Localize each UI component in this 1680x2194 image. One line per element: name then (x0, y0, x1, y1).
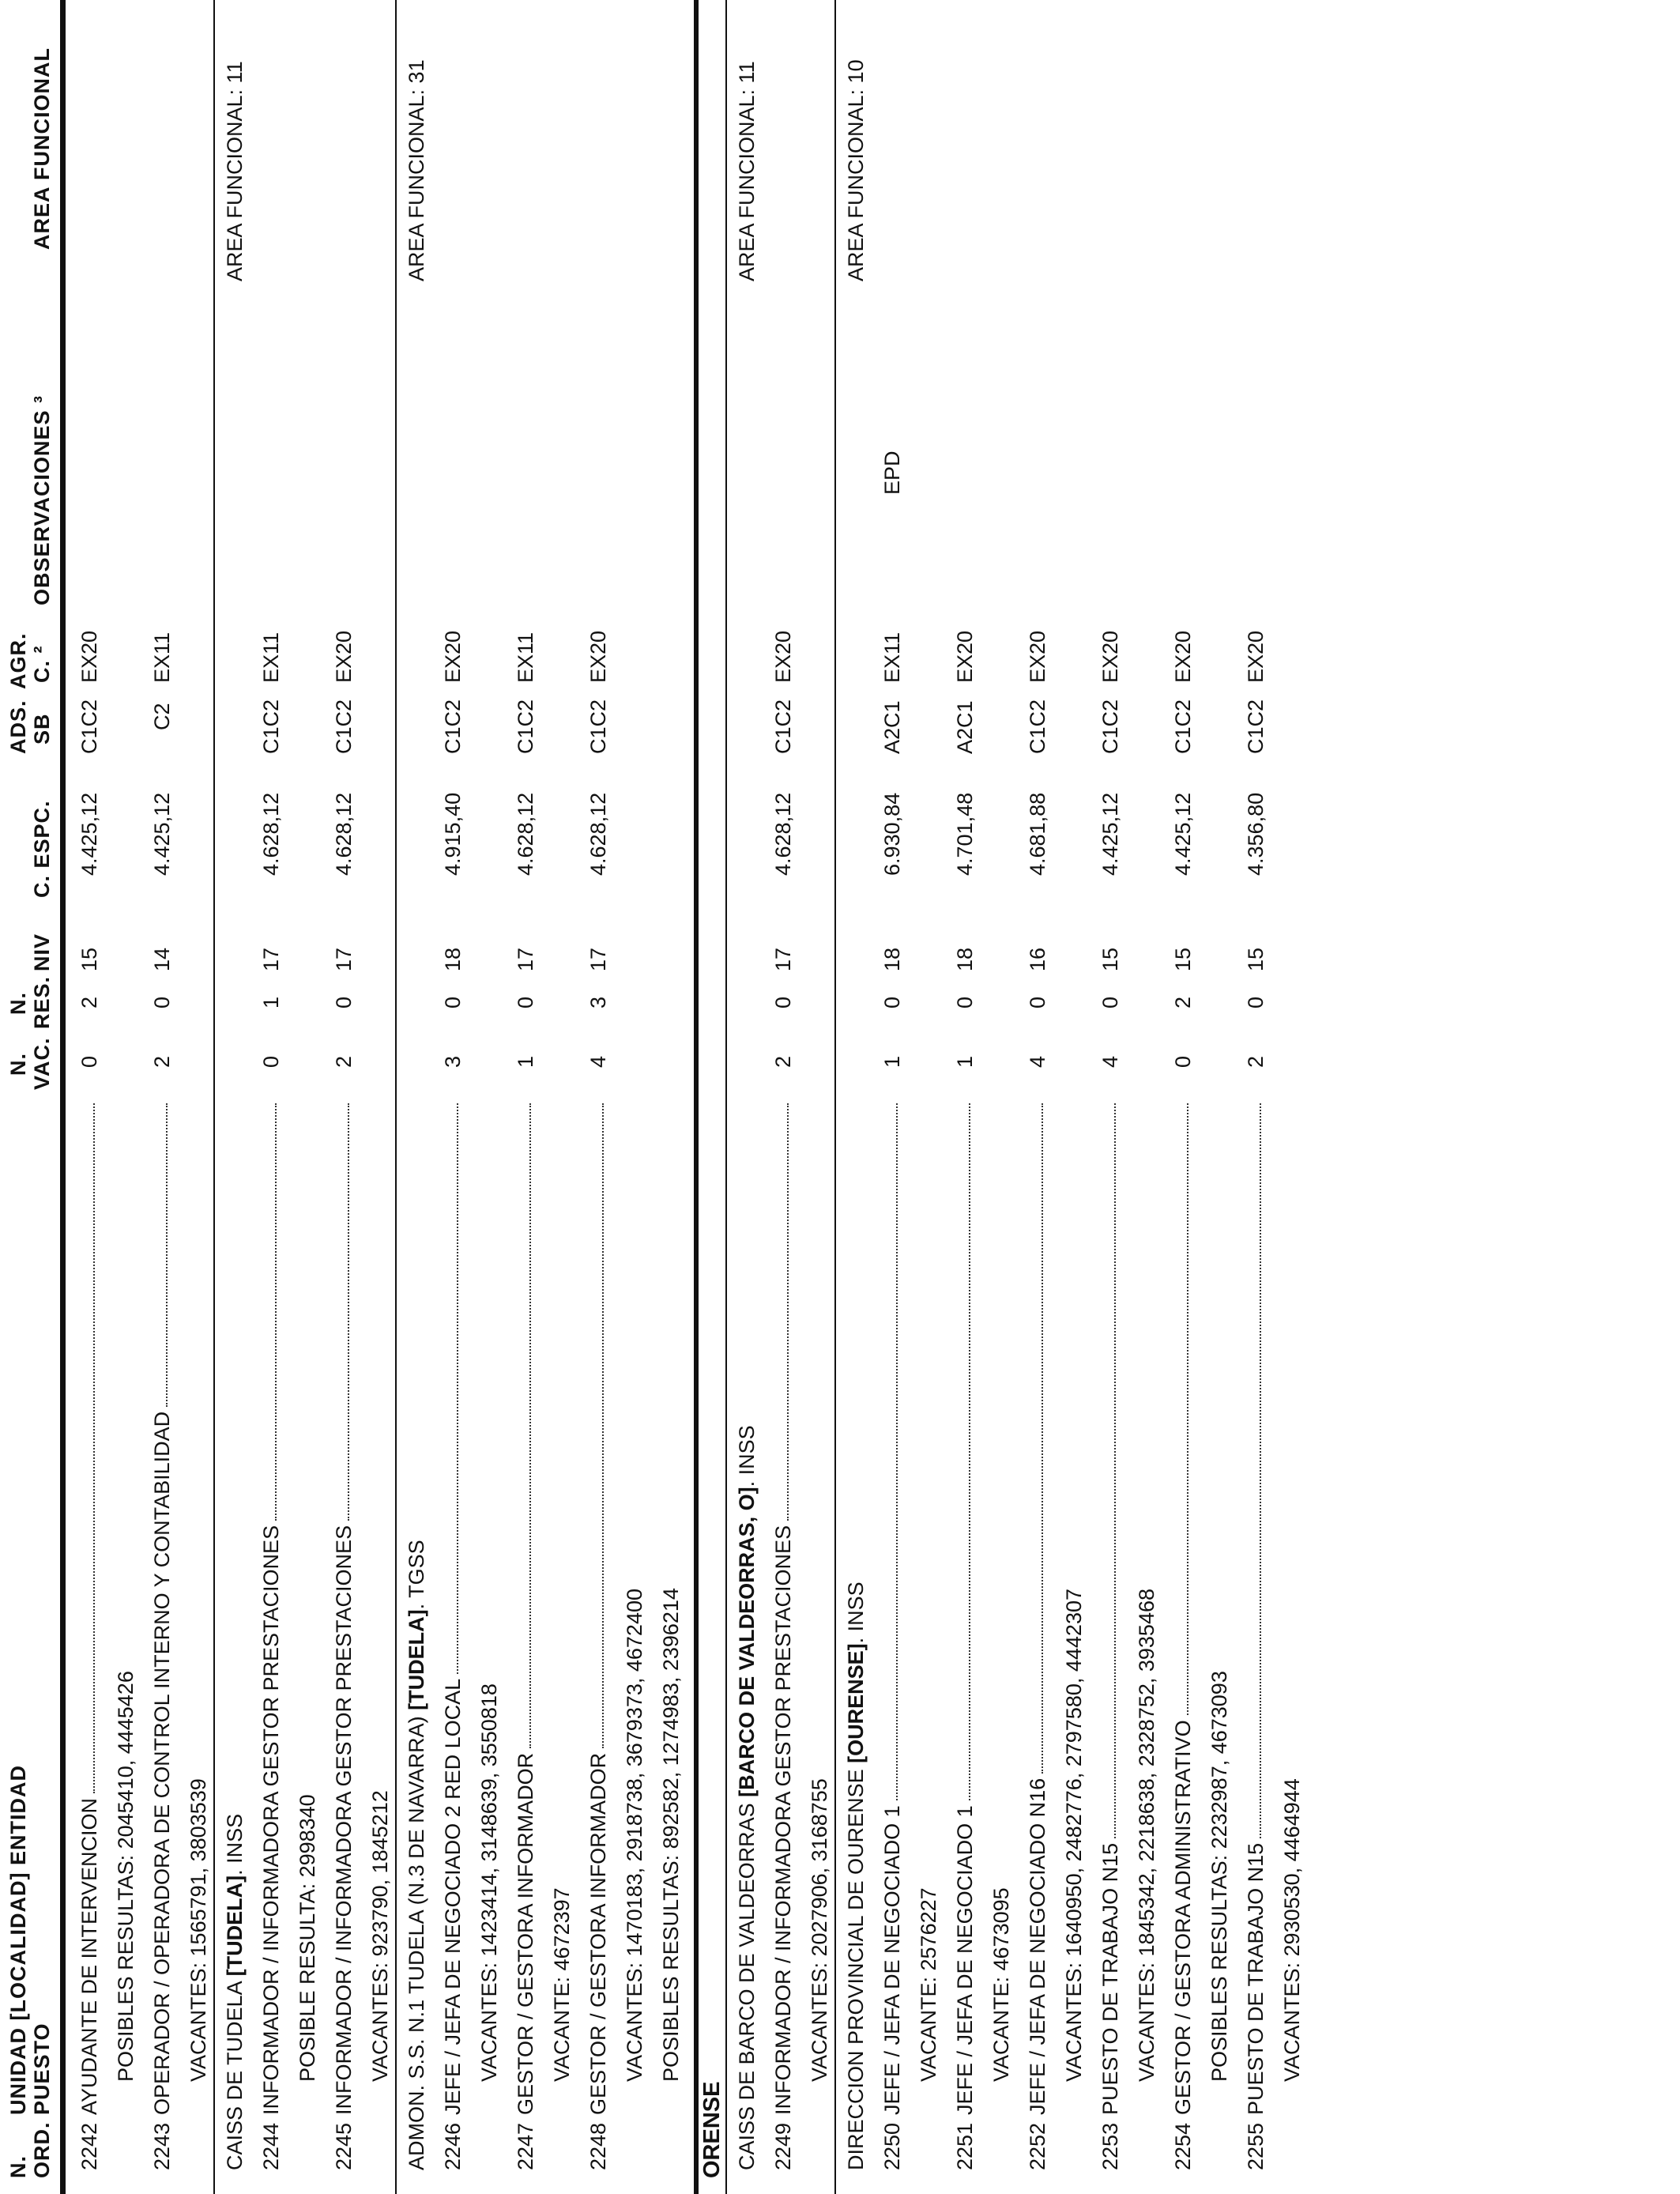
row-niv: 17 (332, 947, 356, 971)
row-n-res: 3 (586, 996, 610, 1008)
row-agr-c: EX20 (1098, 630, 1122, 683)
row-n-vac: 2 (332, 1055, 356, 1068)
leader-dots (1260, 1103, 1261, 1838)
unit-heading (735, 1425, 759, 2170)
leader-dots (1187, 1103, 1188, 1715)
row-n-vac: 3 (441, 1055, 465, 1068)
row-n-vac: 4 (1098, 1055, 1122, 1068)
row-n-ord: 2244 (259, 2122, 283, 2170)
leader-dots (457, 1103, 458, 1674)
unit-entity: . TGSS (405, 1540, 428, 1610)
unit-name: CAISS DE TUDELA (223, 1976, 247, 2170)
unit-locality: [TUDELA] (223, 1875, 247, 1977)
row-puesto: GESTOR / GESTORA ADMINISTRATIVO (1171, 1720, 1195, 2115)
row-ads-sb: C1C2 (1171, 699, 1195, 754)
row-n-res: 0 (332, 996, 356, 1008)
row-note: POSIBLES RESULTAS: 892582, 1274983, 2396214 (659, 1588, 683, 2082)
row-ads-sb: C1C2 (1098, 699, 1122, 754)
row-ads-sb: A2C1 (953, 700, 977, 754)
row-n-ord: 2248 (586, 2122, 610, 2170)
unit-separator (725, 0, 727, 2194)
row-n-vac: 0 (1171, 1055, 1195, 1068)
row-ads-sb: C1C2 (1244, 699, 1268, 754)
row-puesto: INFORMADOR / INFORMADORA GESTOR PRESTACIONES (259, 1525, 283, 2115)
leader-dots (93, 1103, 95, 1793)
row-puesto: GESTOR / GESTORA INFORMADOR (514, 1752, 537, 2115)
unit-heading (223, 1814, 247, 2170)
row-n-ord: 2242 (77, 2122, 101, 2170)
header-unidad-line2: PUESTO (30, 2022, 54, 2115)
header-n-ord-line1: N. (6, 2155, 30, 2178)
row-ads-sb: C1C2 (771, 699, 795, 754)
row-agr-c: EX11 (259, 631, 283, 683)
row-agr-c: EX20 (77, 630, 101, 683)
row-n-ord: 2245 (332, 2122, 356, 2170)
leader-dots (787, 1103, 789, 1521)
row-n-vac: 2 (150, 1055, 174, 1068)
leader-dots (275, 1103, 277, 1521)
row-puesto: PUESTO DE TRABAJO N15 (1244, 1842, 1268, 2115)
row-n-res: 0 (150, 996, 174, 1008)
row-c-espc: 4.701,48 (953, 792, 977, 876)
row-c-espc: 4.628,12 (332, 792, 356, 876)
unit-name: ADMON. S.S. N.1 TUDELA (N.3 DE NAVARRA) (405, 1710, 428, 2170)
unit-separator (834, 0, 836, 2194)
unit-area-funcional: AREA FUNCIONAL: 11 (223, 61, 247, 281)
header-agr-line1: AGR. (6, 632, 30, 689)
row-n-res: 2 (1171, 996, 1195, 1008)
unit-separator (395, 0, 397, 2194)
row-ads-sb: C1C2 (586, 699, 610, 754)
header-n-vac-line1: N. (6, 1053, 30, 1076)
header-n-res-line1: N. (6, 992, 30, 1015)
row-n-ord: 2249 (771, 2122, 795, 2170)
row-puesto: GESTOR / GESTORA INFORMADOR (586, 1752, 610, 2115)
row-puesto: AYUDANTE DE INTERVENCION (77, 1797, 101, 2115)
row-c-espc: 4.425,12 (77, 792, 101, 876)
row-note: VACANTE: 4672397 (550, 1887, 574, 2082)
row-niv: 18 (880, 947, 904, 971)
leader-dots (1114, 1103, 1116, 1838)
row-puesto: PUESTO DE TRABAJO N15 (1098, 1842, 1122, 2115)
row-n-res: 0 (1244, 996, 1268, 1008)
row-niv: 14 (150, 947, 174, 971)
row-agr-c: EX20 (332, 630, 356, 683)
unit-name: DIRECCION PROVINCIAL DE OURENSE (844, 1762, 868, 2170)
row-n-ord: 2247 (514, 2122, 537, 2170)
row-agr-c: EX11 (514, 631, 537, 683)
row-n-ord: 2254 (1171, 2122, 1195, 2170)
row-niv: 15 (77, 947, 101, 971)
leader-dots (529, 1103, 531, 1748)
header-n-ord-line2: ORD. (30, 2121, 54, 2178)
row-n-vac: 0 (77, 1055, 101, 1068)
row-agr-c: EX11 (150, 631, 174, 683)
row-n-res: 0 (1026, 996, 1049, 1008)
region-heading: ORENSE (699, 2081, 725, 2178)
row-c-espc: 4.628,12 (514, 792, 537, 876)
row-niv: 17 (771, 947, 795, 971)
row-ads-sb: C1C2 (514, 699, 537, 754)
row-observaciones: EPD (880, 450, 904, 495)
row-agr-c: EX20 (586, 630, 610, 683)
unit-heading (405, 1540, 428, 2170)
row-c-espc: 4.425,12 (150, 792, 174, 876)
row-note: VACANTE: 2576227 (917, 1887, 940, 2082)
leader-dots (1042, 1103, 1043, 1774)
row-note: VACANTES: 1565791, 3803539 (186, 1778, 210, 2082)
row-n-ord: 2251 (953, 2122, 977, 2170)
row-puesto: OPERADOR / OPERADORA DE CONTROL INTERNO Y CONTABILIDAD (150, 1411, 174, 2115)
row-note: VACANTES: 2027906, 3168755 (808, 1778, 831, 2082)
row-c-espc: 4.356,80 (1244, 792, 1268, 876)
row-n-vac: 1 (880, 1055, 904, 1068)
leader-dots (348, 1103, 349, 1521)
header-n-res-line2: RES. (30, 975, 54, 1029)
row-c-espc: 4.425,12 (1171, 792, 1195, 876)
unit-locality: [TUDELA] (405, 1609, 428, 1710)
row-niv: 18 (953, 947, 977, 971)
unit-area-funcional: AREA FUNCIONAL: 11 (735, 61, 759, 281)
row-note: VACANTES: 1845342, 2218638, 2328752, 3935468 (1135, 1589, 1158, 2082)
unit-heading (844, 1581, 868, 2170)
row-c-espc: 6.930,84 (880, 792, 904, 876)
row-n-vac: 1 (514, 1055, 537, 1068)
leader-dots (969, 1103, 970, 1800)
row-n-res: 0 (953, 996, 977, 1008)
row-n-ord: 2252 (1026, 2122, 1049, 2170)
row-agr-c: EX20 (771, 630, 795, 683)
row-note: VACANTES: 1640950, 2482776, 2797580, 4442307 (1062, 1589, 1086, 2082)
row-puesto: INFORMADOR / INFORMADORA GESTOR PRESTACIONES (332, 1525, 356, 2115)
row-puesto: JEFE / JEFA DE NEGOCIADO 1 (880, 1805, 904, 2115)
unit-area-funcional: AREA FUNCIONAL: 31 (405, 59, 428, 281)
row-note: VACANTES: 2930530, 4464944 (1280, 1778, 1304, 2082)
row-n-res: 1 (259, 996, 283, 1008)
row-c-espc: 4.628,12 (586, 792, 610, 876)
row-note: VACANTES: 1470183, 2918738, 3679373, 4672400 (623, 1589, 646, 2082)
row-puesto: INFORMADOR / INFORMADORA GESTOR PRESTACIONES (771, 1525, 795, 2115)
row-agr-c: EX20 (1244, 630, 1268, 683)
row-agr-c: EX20 (1026, 630, 1049, 683)
row-n-ord: 2246 (441, 2122, 465, 2170)
row-ads-sb: C1C2 (441, 699, 465, 754)
row-c-espc: 4.628,12 (259, 792, 283, 876)
unit-entity: . INSS (844, 1581, 868, 1644)
row-puesto: JEFE / JEFA DE NEGOCIADO N16 (1026, 1777, 1049, 2115)
row-niv: 18 (441, 947, 465, 971)
row-n-vac: 4 (586, 1055, 610, 1068)
header-ads-line2: SB (30, 713, 54, 745)
unit-locality: [OURENSE] (844, 1643, 868, 1763)
header-area-funcional: AREA FUNCIONAL (30, 47, 54, 250)
row-agr-c: EX20 (441, 630, 465, 683)
row-c-espc: 4.628,12 (771, 792, 795, 876)
leader-dots (166, 1103, 168, 1407)
row-agr-c: EX20 (1171, 630, 1195, 683)
row-note: POSIBLE RESULTA: 2998340 (296, 1794, 319, 2082)
row-n-vac: 4 (1026, 1055, 1049, 1068)
row-c-espc: 4.425,12 (1098, 792, 1122, 876)
header-niv: NIV (30, 933, 54, 971)
header-observaciones: OBSERVACIONES ³ (30, 394, 54, 605)
row-n-vac: 2 (771, 1055, 795, 1068)
row-n-res: 0 (1098, 996, 1122, 1008)
top-rule (60, 0, 66, 2194)
row-agr-c: EX20 (953, 630, 977, 683)
row-niv: 16 (1026, 947, 1049, 971)
row-n-res: 0 (514, 996, 537, 1008)
row-niv: 17 (259, 947, 283, 971)
row-c-espc: 4.681,88 (1026, 792, 1049, 876)
row-n-ord: 2243 (150, 2122, 174, 2170)
row-niv: 15 (1171, 947, 1195, 971)
region-rule (694, 0, 699, 2194)
header-agr-line2: C. ² (30, 645, 54, 683)
row-agr-c: EX11 (880, 631, 904, 683)
row-note: VACANTES: 923790, 1845212 (368, 1790, 392, 2082)
unit-entity: . INSS (735, 1425, 759, 1487)
row-n-res: 0 (441, 996, 465, 1008)
row-ads-sb: C1C2 (259, 699, 283, 754)
unit-area-funcional: AREA FUNCIONAL: 10 (844, 59, 868, 281)
row-note: POSIBLES RESULTAS: 2232987, 4673093 (1207, 1671, 1231, 2082)
row-niv: 15 (1098, 947, 1122, 971)
unit-locality: [BARCO DE VALDEORRAS, O] (735, 1487, 759, 1797)
header-unidad-line1: UNIDAD [LOCALIDAD] ENTIDAD (6, 1765, 30, 2115)
row-note: VACANTES: 1423414, 3148639, 3550818 (477, 1683, 501, 2082)
row-note: VACANTE: 4673095 (989, 1887, 1013, 2082)
unit-entity: . INSS (223, 1813, 247, 1875)
row-puesto: JEFE / JEFA DE NEGOCIADO 2 RED LOCAL (441, 1678, 465, 2115)
row-note: POSIBLES RESULTAS: 2045410, 4445426 (114, 1671, 137, 2082)
row-ads-sb: C1C2 (77, 699, 101, 754)
leader-dots (602, 1103, 604, 1748)
row-n-ord: 2250 (880, 2122, 904, 2170)
unit-separator (213, 0, 215, 2194)
header-ads-line1: ADS. (6, 699, 30, 754)
row-c-espc: 4.915,40 (441, 792, 465, 876)
row-n-res: 0 (880, 996, 904, 1008)
row-puesto: JEFE / JEFA DE NEGOCIADO 1 (953, 1805, 977, 2115)
row-n-ord: 2253 (1098, 2122, 1122, 2170)
header-c-espc: C. ESPC. (30, 800, 54, 898)
row-n-vac: 2 (1244, 1055, 1268, 1068)
row-niv: 15 (1244, 947, 1268, 971)
row-n-res: 0 (771, 996, 795, 1008)
row-ads-sb: C2 (150, 703, 174, 730)
row-n-res: 2 (77, 996, 101, 1008)
unit-name: CAISS DE BARCO DE VALDEORRAS (735, 1796, 759, 2170)
row-niv: 17 (586, 947, 610, 971)
row-niv: 17 (514, 947, 537, 971)
header-n-vac-line2: VAC. (30, 1037, 54, 1090)
row-n-vac: 0 (259, 1055, 283, 1068)
row-ads-sb: C1C2 (332, 699, 356, 754)
row-ads-sb: A2C1 (880, 700, 904, 754)
row-n-ord: 2255 (1244, 2122, 1268, 2170)
leader-dots (896, 1103, 898, 1800)
row-ads-sb: C1C2 (1026, 699, 1049, 754)
row-n-vac: 1 (953, 1055, 977, 1068)
